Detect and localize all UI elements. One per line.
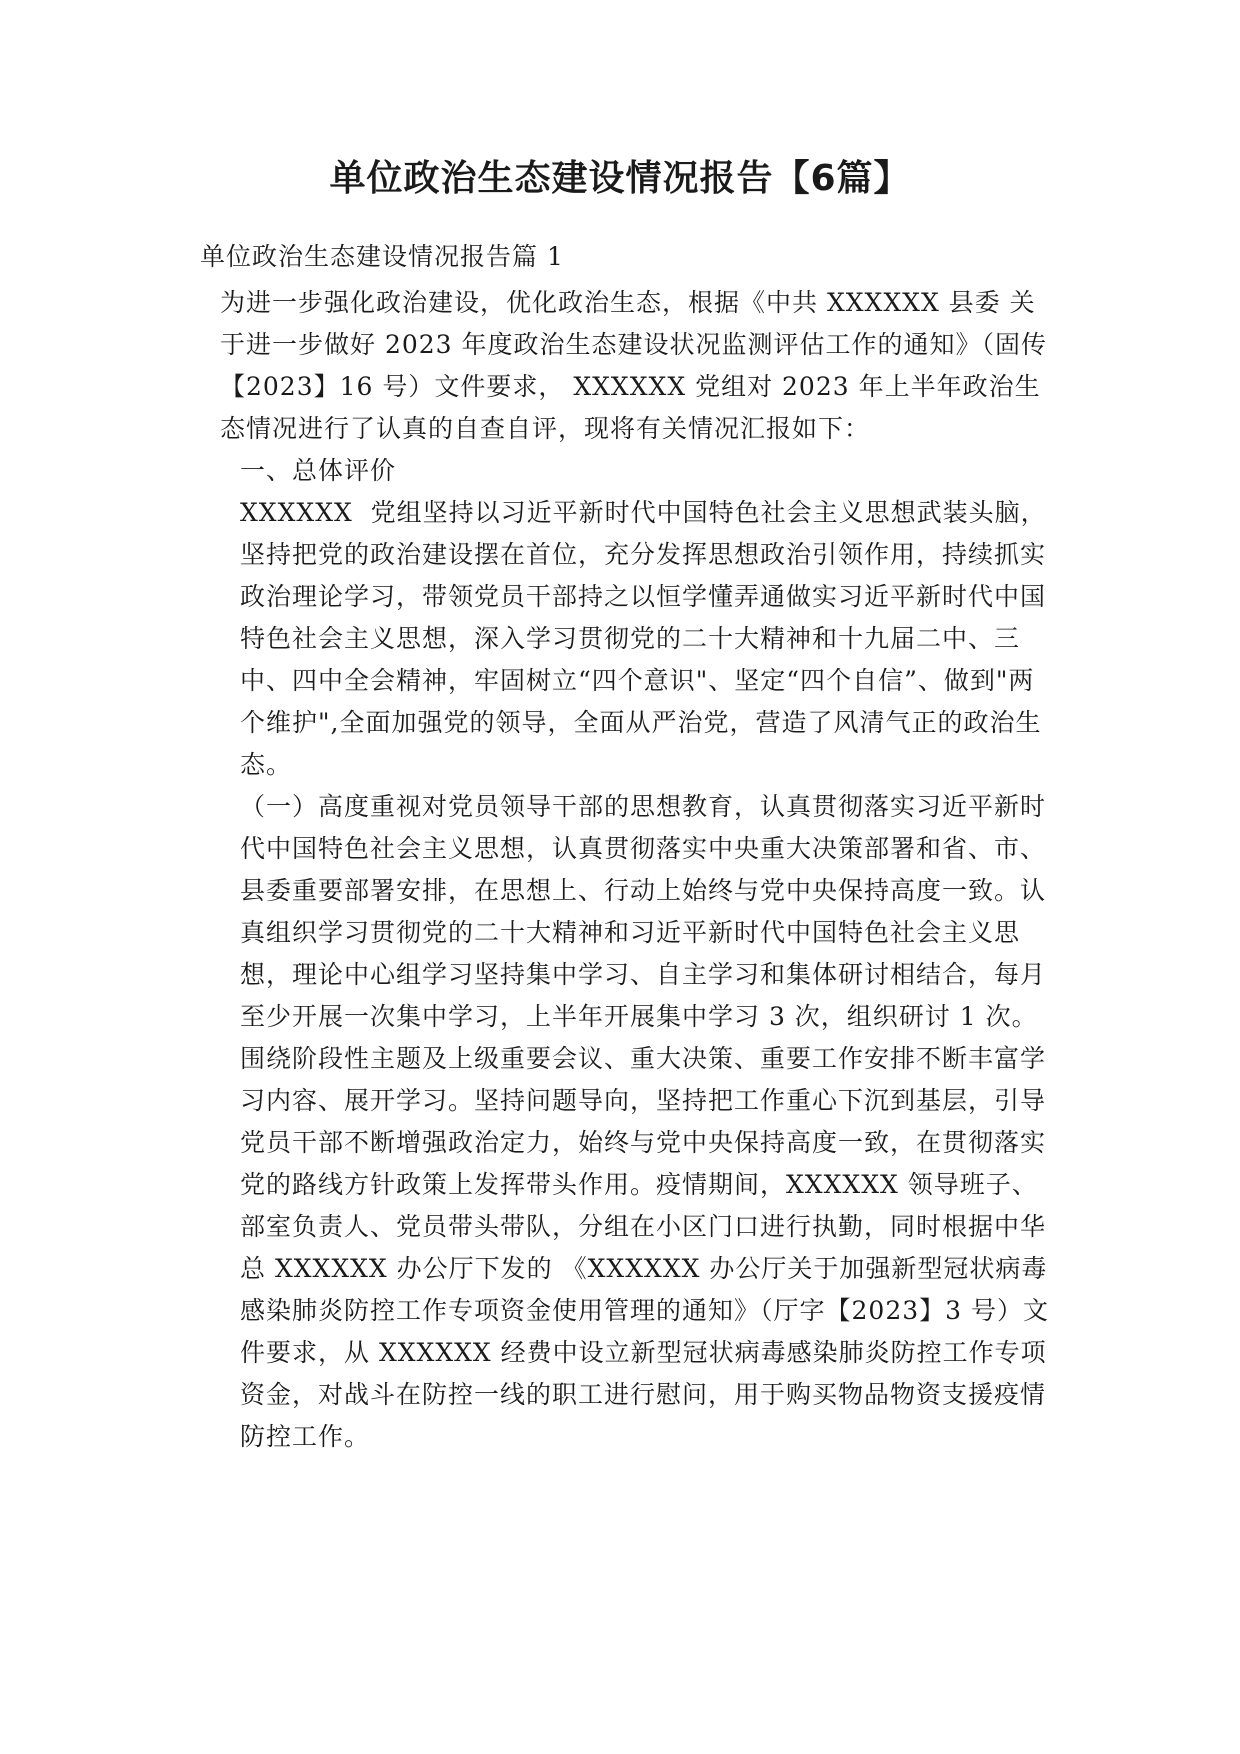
section-heading: 一、总体评价	[240, 456, 397, 485]
document-subtitle: 单位政治生态建设情况报告篇 1	[200, 242, 564, 271]
document-title: 单位政治生态建设情况报告【6篇】	[329, 158, 911, 199]
document-body	[190, 236, 1060, 1458]
intro-paragraph: 为进一步强化政治建设，优化政治生态，根据《中共 XXXXXX 县委 关于进一步做好 2023 年度政治生态建设状况监测评估工作的通知》（固传【2023】16 号）文件要求， XXXXXX 党组对 2023 年上半年政治生 态情况进行了认真的自查自评，现将有关情况汇报如下：	[220, 288, 1048, 443]
overall-paragraph: XXXXXX 党组坚持以习近平新时代中国特色社会主义思想武装头脑，坚持把党的政治建设摆在首位，充分发挥思想政治引领作用，持续抓实政治理论学习，带领党员干部持之以恒学懂弄通做实习近平新时代中国特色社会主义思想，深入学习贯彻党的二十大精神和十九届二中、三中、四中全会精神，牢固树立“四个意识"、坚定“四个自信”、做到"两个维护",全面加强党的领导，全面从严治党，营造了风清气正的政治生态。	[240, 498, 1047, 779]
point-one-paragraph: （一）高度重视对党员领导干部的思想教育，认真贯彻落实习近平新时代中国特色社会主义思想，认真贯彻落实中央重大决策部署和省、市、县委重要部署安排，在思想上、行动上始终与党中央保持高度一致。认真组织学习贯彻党的二十大精神和习近平新时代中国特色社会主义思想，理论中心组学习坚持集中学习、自主学习和集体研讨相结合，每月至少开展一次集中学习，上半年开展集中学习 3 次，组织研讨 1 次。围绕阶段性主题及上级重要会议、重大决策、重要工作安排不断丰富学习内容、展开学习。坚持问题导向，坚持把工作重心下沉到基层，引导党员干部不断增强政治定力，始终与党中央保持高度一致，在贯彻落实党的路线方针政策上发挥带头作用。疫情期间，XXXXXX 领导班子、部室负责人、党员带头带队，分组在小区门口进行执勤，同时根据中华总 XXXXXX 办公厅下发的 《XXXXXX 办公厅关于加强新型冠状病毒感染肺炎防控工作专项资金使用管理的通知》（厅字【2023】3 号）文件要求，从 XXXXXX 经费中设立新型冠状病毒感染肺炎防控工作专项资金，对战斗在防控一线的职工进行慰问，用于购买物品物资支援疫情防控工作。	[240, 792, 1049, 1451]
